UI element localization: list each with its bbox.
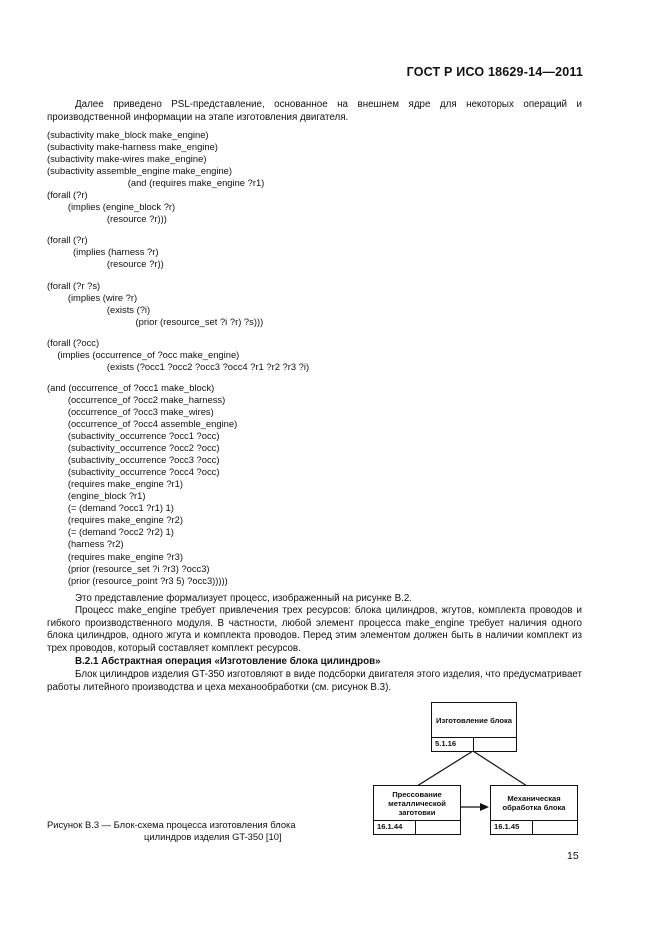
standard-header: ГОСТ Р ИСО 18629-14—2011 [406, 65, 583, 79]
code-line: (engine_block ?r1) [47, 490, 146, 502]
code-line: (prior (resource_set ?i ?r) ?s))) [47, 315, 264, 327]
code-line: (implies (occurrence_of ?occ make_engine) [47, 348, 240, 360]
node-number: 16.1.45 [491, 821, 533, 834]
code-line: (forall (?r) [47, 234, 88, 246]
code-line: (occurrence_of ?occ3 make_wires) [47, 405, 214, 417]
code-line: (subactivity_occurrence ?occ2 ?occ) [47, 442, 220, 454]
code-line: (and (requires make_engine ?r1) [47, 177, 265, 189]
code-line: (= (demand ?occ2 ?r2) 1) [47, 526, 174, 538]
code-line: (requires make_engine ?r2) [47, 514, 184, 526]
paragraph-make-engine: Процесс make_engine требует привлечения трех ресурсов: блока цилиндров, жгутов, комплекта проводов и гибкого производственного модуля. В частности, любой элемент процесса make_engine требует наличия одного блока цилиндров, одного жгута и комплекта проводов. Перед этим элементом должен быть в наличии комплект из трех проводов, который составляет комплект ресурсов. [47, 605, 582, 654]
code-line: (forall (?occ) [47, 336, 100, 348]
code-line: (implies (engine_block ?r) [47, 201, 176, 213]
code-line: (exists (?occ1 ?occ2 ?occ3 ?occ4 ?r1 ?r2 ?r3 ?i) [47, 360, 310, 372]
section-heading: В.2.1 Абстрактная операция «Изготовление блока цилиндров» [75, 656, 381, 667]
code-line: (harness ?r2) [47, 538, 124, 550]
code-line: (forall (?r ?s) [47, 279, 101, 291]
code-line: (occurrence_of ?occ2 make_harness) [47, 393, 226, 405]
code-line: (subactivity_occurrence ?occ1 ?occ) [47, 430, 220, 442]
code-line: (and (occurrence_of ?occ1 make_block) [47, 381, 215, 393]
connector-right [473, 751, 527, 786]
code-line: (= (demand ?occ1 ?r1) 1) [47, 502, 174, 514]
code-line: (resource ?r)) [47, 258, 164, 270]
code-line: (prior (resource_set ?i ?r3) ?occ3) [47, 562, 210, 574]
code-line: (prior (resource_point ?r3 5) ?occ3))))) [47, 574, 228, 586]
paragraph-figure-ref: Это представление формализует процесс, изображенный на рисунке В.2. [75, 593, 413, 604]
code-line: (requires make_engine ?r1) [47, 478, 184, 490]
page-number: 15 [567, 850, 579, 862]
code-line: (occurrence_of ?occ4 assemble_engine) [47, 417, 238, 429]
figure-caption [47, 819, 347, 843]
code-line: (implies (wire ?r) [47, 291, 138, 303]
node-label: Изготовление блока [436, 715, 512, 725]
node-label: Прессование металлической заготовки [388, 789, 446, 817]
code-line: (subactivity make-harness make_engine) [47, 141, 218, 153]
connector-left [417, 751, 473, 786]
code-line: (resource ?r))) [47, 213, 167, 225]
code-line: (subactivity make-wires make_engine) [47, 153, 207, 165]
node-number: 16.1.44 [374, 821, 416, 834]
code-line: (subactivity_occurrence ?occ4 ?occ) [47, 466, 220, 478]
code-line: (subactivity assemble_engine make_engine) [47, 165, 233, 177]
code-line: (implies (harness ?r) [47, 246, 159, 258]
intro-paragraph: Далее приведено PSL-представление, основанное на внешнем ядре для некоторых операций и производственной информации на этапе изготовления двигателя. [47, 99, 582, 123]
code-line: (subactivity make_block make_engine) [47, 129, 209, 140]
flowchart-node-pressing [373, 785, 461, 835]
code-line: (subactivity_occurrence ?occ3 ?occ) [47, 454, 220, 466]
caption-line-2: цилиндров изделия GT-350 [10] [144, 831, 282, 842]
paragraph-cylinder-block: Блок цилиндров изделия GT-350 изготовляют в виде подсборки двигателя этого изделия, что предусматривает работы литейного производства и цеха механообработки (см. рисунок В.3). [47, 669, 582, 693]
node-number: 5.1.16 [432, 738, 474, 751]
code-line: (requires make_engine ?r3) [47, 550, 184, 562]
flowchart-node-machining [490, 785, 578, 835]
flowchart-node-block-manufacture [431, 702, 517, 752]
node-label: Механическая обработка блока [502, 794, 566, 812]
code-line: (exists (?i) [47, 303, 151, 315]
code-line: (forall (?r) [47, 189, 88, 201]
caption-line-1: Рисунок В.3 — Блок-схема процесса изготовления блока [47, 819, 296, 830]
